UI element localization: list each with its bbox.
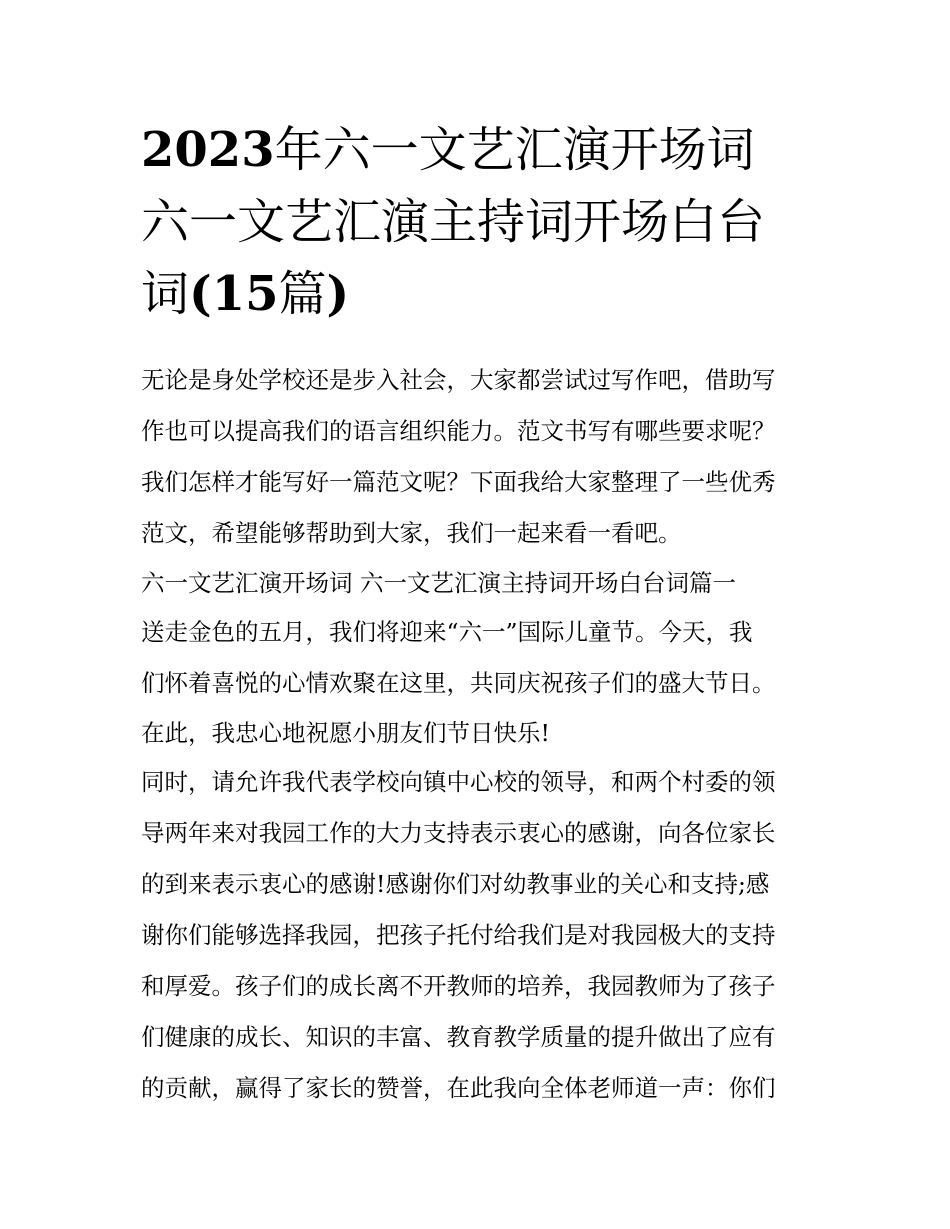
body-line: 无论是身处学校还是步入社会，大家都尝试过写作吧，借助写	[141, 366, 776, 394]
body-line: 导两年来对我园工作的大力支持表示衷心的感谢，向各位家长	[141, 819, 776, 847]
body-line: 范文，希望能够帮助到大家，我们一起来看一看吧。	[141, 519, 682, 547]
title-line-2: 六一文艺汇演主持词开场白台	[141, 194, 766, 250]
body-line: 送走金色的五月，我们将迎来“六一”国际儿童节。今天，我	[141, 618, 753, 646]
document-title	[141, 114, 821, 330]
body-line: 我们怎样才能写好一篇范文呢？下面我给大家整理了一些优秀	[141, 468, 776, 496]
body-line: 的贡献，赢得了家长的赞誉，在此我向全体老师道一声：你们	[141, 1074, 776, 1102]
document-body	[141, 355, 821, 1114]
title-line-3-pian: 篇	[278, 266, 327, 322]
body-line: 在此，我忠心地祝愿小朋友们节日快乐!	[141, 719, 550, 747]
body-line: 同时，请允许我代表学校向镇中心校的领导，和两个村委的领	[141, 768, 776, 796]
body-line: 作也可以提高我们的语言组织能力。范文书写有哪些要求呢？	[141, 417, 776, 445]
body-line: 和厚爱。孩子们的成长离不开教师的培养，我园教师为了孩子	[141, 972, 776, 1000]
body-line: 的到来表示衷心的感谢!感谢你们对幼教事业的关心和支持;感	[141, 870, 770, 898]
title-line-3-count: (15	[189, 266, 279, 322]
title-line-1	[141, 114, 821, 186]
title-line-3-ci: 词	[141, 266, 190, 322]
title-year: 2023	[141, 122, 275, 178]
body-line: 谢你们能够选择我园，把孩子托付给我们是对我园极大的支持	[141, 921, 776, 949]
title-line-3	[141, 258, 821, 330]
body-line: 们怀着喜悦的心情欢聚在这里，共同庆祝孩子们的盛大节日。	[141, 669, 776, 697]
title-line-3-close: )	[326, 266, 350, 322]
title-line-1-text: 年六一文艺汇演开场词	[274, 122, 755, 178]
section-heading: 六一文艺汇演开场词 六一文艺汇演主持词开场白台词篇一	[141, 569, 736, 597]
body-line: 们健康的成长、知识的丰富、教育教学质量的提升做出了应有	[141, 1023, 776, 1051]
